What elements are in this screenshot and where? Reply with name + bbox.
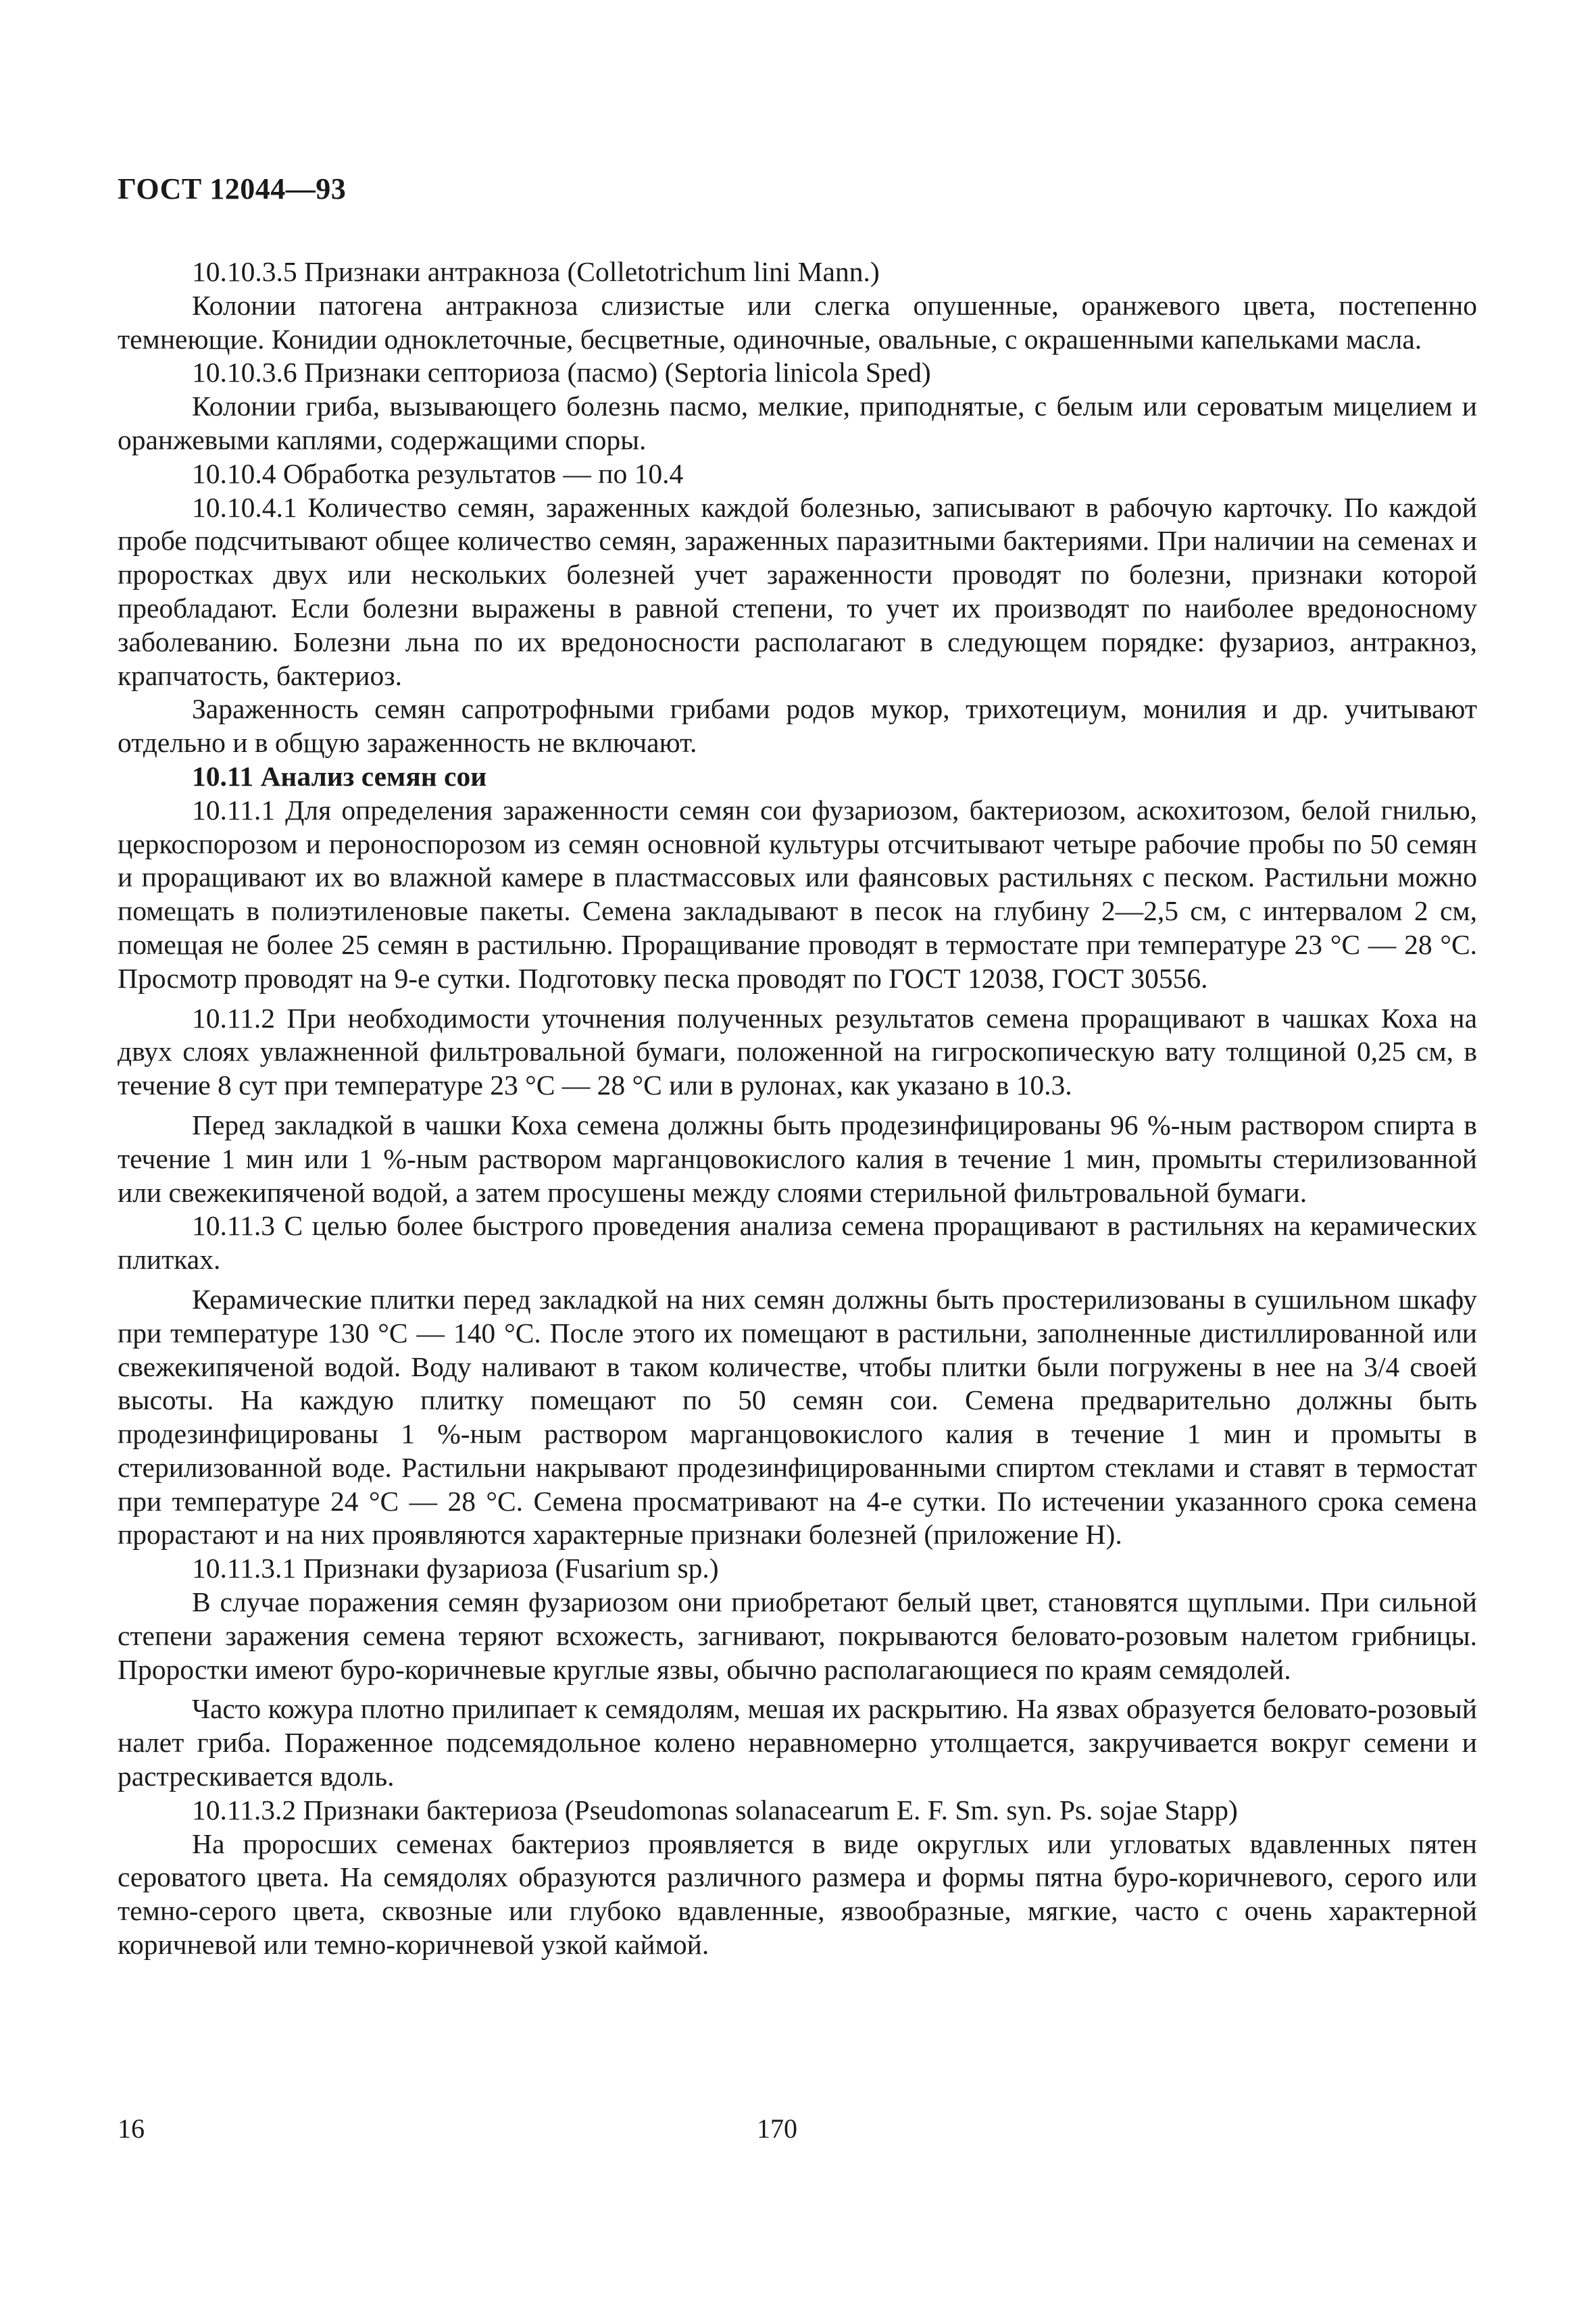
- paragraph: 10.11.2 При необходимости уточнения полученных результатов семена проращивают в чашках Коха на двух слоях увлажненной фильтровальной бумаги, положенной на гигроскопическую вату толщиной 0,25 см, в течение 8 сут при температуре 23 °С — 28 °С или в рулонах, как указано в 10.3.: [118, 1002, 1477, 1101]
- paragraph: В случае поражения семян фузариозом они приобретают белый цвет, становятся щуплыми. При сильной степени заражения семена теряют всхожесть, загнивают, покрываются беловато-розовым налетом грибницы. Проростки имеют буро-коричневые круглые язвы, обычно располагающиеся по краям семядолей.: [118, 1586, 1477, 1685]
- paragraph: 10.10.4.1 Количество семян, зараженных каждой болезнью, записывают в рабочую карточку. По каждой пробе подсчитывают общее количество семян, зараженных паразитными бактериями. При наличии на семенах и проростках двух или нескольких болезней учет зараженности проводят по болезни, признаки которой преобладают. Если болезни выражены в равной степени, то учет их производят по наиболее вредоносному заболеванию. Болезни льна по их вредоносности располагают в следующем порядке: фузариоз, антракноз, крапчатость, бактериоз.: [118, 491, 1477, 691]
- document-header: ГОСТ 12044—93: [118, 172, 347, 205]
- paragraph: Колонии патогена антракноза слизистые или слегка опушенные, оранжевого цвета, постепенно темнеющие. Конидии одноклеточные, бесцветные, одиночные, овальные, с окрашенными капельками масла.: [118, 289, 1477, 355]
- paragraph: Керамические плитки перед закладкой на них семян должны быть простерилизованы в сушильном шкафу при температуре 130 °С — 140 °С. После этого их помещают в растильни, заполненные дистиллированной или свежекипяченой водой. Воду наливают в таком количестве, чтобы плитки были погружены в нее на 3/4 своей высоты. На каждую плитку помещают по 50 семян сои. Семена предварительно должны быть продезинфицированы 1 %-ным раствором марганцовокислого калия в течение 1 мин и промыты в стерилизованной воде. Растильни накрывают продезинфицированными спиртом стеклами и ставят в термостат при температуре 24 °С — 28 °С. Семена просматривают на 4-е сутки. По истечении указанного срока семена прорастают и на них проявляются характерные признаки болезней (приложение Н).: [118, 1283, 1477, 1551]
- paragraph: Зараженность семян сапротрофными грибами родов мукор, трихотециум, монилия и др. учитывают отдельно и в общую зараженность не включают.: [118, 693, 1477, 759]
- paragraph: 10.11.1 Для определения зараженности семян сои фузариозом, бактериозом, аскохитозом, белой гнилью, церкоспорозом и пероноспорозом из семян основной культуры отсчитывают четыре рабочие пробы по 50 семян и проращивают их во влажной камере в пластмассовых или фаянсовых растильнях с песком. Растильни можно помещать в полиэтиленовые пакеты. Семена закладывают в песок на глубину 2—2,5 см, с интервалом 2 см, помещая не более 25 семян в растильню. Проращивание проводят в термостате при температуре 23 °С — 28 °С. Просмотр проводят на 9-е сутки. Подготовку песка проводят по ГОСТ 12038, ГОСТ 30556.: [118, 794, 1477, 994]
- paragraph: 10.11.3.1 Признаки фузариоза (Fusarium sp.): [192, 1553, 719, 1584]
- paragraph: На проросших семенах бактериоз проявляется в виде округлых или угловатых вдавленных пятен сероватого цвета. На семядолях образуются различного размера и формы пятна буро-коричневого, серого или темно-серого цвета, сквозные или глубоко вдавленные, язвообразные, мягкие, часто с очень характерной коричневой или темно-коричневой узкой каймой.: [118, 1828, 1477, 1961]
- paragraph: Перед закладкой в чашки Коха семена должны быть продезинфицированы 96 %-ным раствором спирта в течение 1 мин или 1 %-ным раствором марганцовокислого калия в течение 1 мин, промыты стерилизованной или свежекипяченой водой, а затем просушены между слоями стерильной фильтровальной бумаги.: [118, 1109, 1477, 1208]
- paragraph: 10.10.4 Обработка результатов — по 10.4: [192, 457, 684, 489]
- paragraph: 10.10.3.6 Признаки септориоза (пасмо) (Septoria linicola Sped): [192, 357, 931, 388]
- section-heading: 10.11 Анализ семян сои: [192, 760, 487, 792]
- paragraph: 10.11.3.2 Признаки бактериоза (Pseudomonas solanacearum E. F. Sm. syn. Ps. sojae Stapp): [192, 1794, 1238, 1826]
- paragraph: 10.11.3 С целью более быстрого проведения анализа семена проращивают в растильнях на керамических плитках.: [118, 1210, 1477, 1276]
- page-number: 16: [118, 2113, 145, 2144]
- document-body: [118, 255, 1477, 1962]
- paragraph: Часто кожура плотно прилипает к семядолям, мешая их раскрытию. На язвах образуется беловато-розовый налет гриба. Пораженное подсемядольное колено неравномерно утолщается, закручивается вокруг семени и растрескивается вдоль.: [118, 1693, 1477, 1792]
- page-number-center: 170: [757, 2113, 797, 2144]
- paragraph: 10.10.3.5 Признаки антракноза (Colletotrichum lini Mann.): [192, 256, 880, 287]
- paragraph: Колонии гриба, вызывающего болезнь пасмо, мелкие, приподнятые, с белым или сероватым мицелием и оранжевыми каплями, содержащими споры.: [118, 391, 1477, 455]
